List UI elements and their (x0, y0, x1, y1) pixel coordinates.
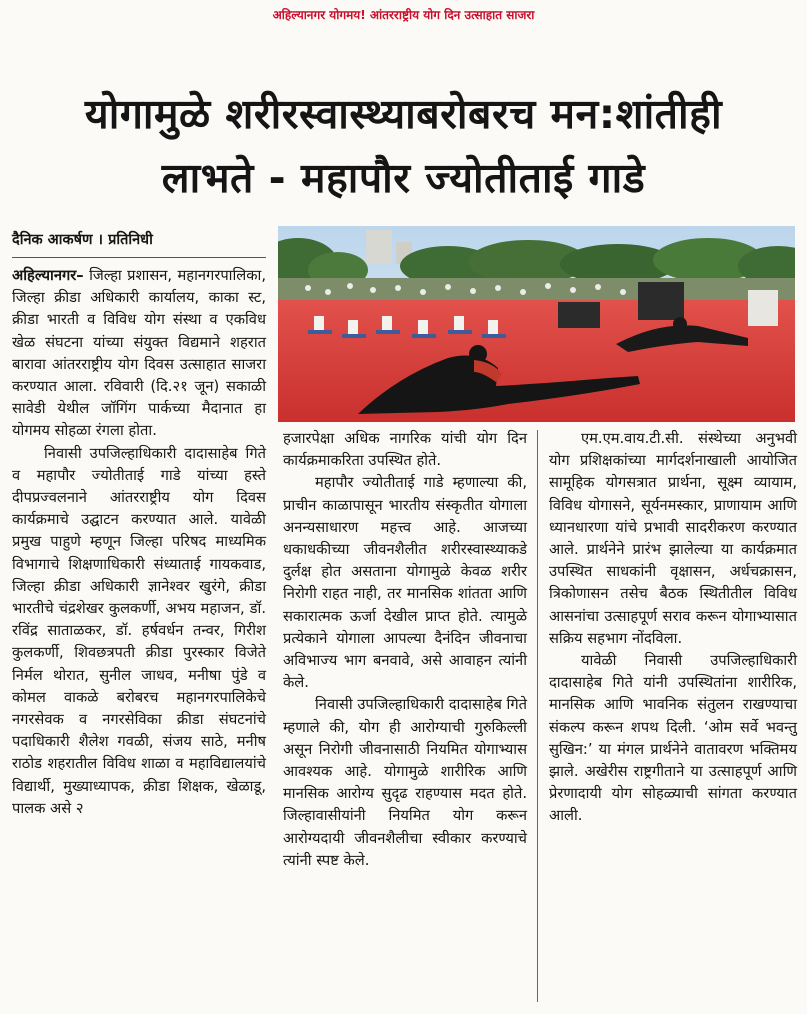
paragraph-6: एम.एम.वाय.टी.सी. संस्थेच्या अनुभवी योग प्रशिक्षकांच्या मार्गदर्शनाखाली आयोजित सामूहिक योगसत्रात प्रार्थना, सूक्ष्म व्यायाम, विविध योगासने, सूर्यनमस्कार, प्राणायाम आणि ध्यानधारणा यांचे प्रभावी सादरीकरण करण्यात आले. प्रार्थनेने प्रारंभ झालेल्या या कार्यक्रमात उपस्थित साधकांनी वृक्षासन, अर्धचक्रासन, त्रिकोणासन तसेच बैठक स्थितीतील विविध आसनांचा उत्साहपूर्ण सराव करून योगाभ्यासात सक्रिय सहभाग नोंदविला. (549, 430, 797, 647)
yoga-photo-illustration (278, 226, 795, 422)
kicker-headline: अहिल्यानगर योगमय! आंतरराष्ट्रीय योग दिन उत्साहात साजरा (272, 8, 535, 22)
byline-divider (12, 257, 266, 258)
column-right-text (549, 428, 797, 828)
paragraph-1 (12, 265, 266, 443)
headline-line-1: योगामुळे शरीरस्वास्थ्याबरोबरच मन:शांतीही (84, 90, 723, 138)
column-middle-text (283, 428, 527, 872)
yoga-event-photo (278, 226, 795, 422)
paragraph-2: निवासी उपजिल्हाधिकारी दादासाहेब गिते व महापौर ज्योतीताई गाडे यांच्या हस्ते दीपप्रज्वलनाने आंतरराष्ट्रीय योग दिवस कार्यक्रमाचे उद्घाटन करण्यात आले. यावेळी प्रमुख पाहुणे म्हणून जिल्हा परिषद माध्यमिक विभागाचे शिक्षणाधिकारी संध्याताई गायकवाड, जिल्हा क्रीडा अधिकारी ज्ञानेश्वर खुरंगे, क्रीडा भारतीचे चंद्रशेखर कुलकर्णी, अभय महाजन, डॉ. रविंद्र साताळकर, डॉ. हर्षवर्धन तन्वर, गिरीश कुलकर्णी, शिवछत्रपती क्रीडा पुरस्कार विजेते निर्मल थोरात, सुनील जाधव, मनीषा पुंडे व कोमल वाकळे बरोबरच महानगरपालिकेचे नगरसेवक व नगरसेविका क्रीडा संघटनांचे पदाधिकारी शैलेश गवळी, संजय साठे, मनीष राठोड शहरातील विविध शाळा व महाविद्यालयांचे विद्यार्थी, मुख्याध्यापक, क्रीडा शिक्षक, खेळाडू, पालक असे २ (12, 444, 266, 817)
column-middle (283, 428, 527, 872)
paragraph-5: निवासी उपजिल्हाधिकारी दादासाहेब गिते म्हणाले की, योग ही आरोग्याची गुरुकिल्ली असून निरोगी जीवनासाठी नियमित योगाभ्यास आवश्यक आहे. योगामुळे शारीरिक आणि मानसिक आरोग्य सुदृढ राहण्यास मदत होते. जिल्हावासीयांनी नियमित योग करून आरोग्यदायी जीवनशैलीचा स्वीकार करण्याचे त्यांनी स्पष्ट केले. (283, 696, 527, 869)
paragraph-7: यावेळी निवासी उपजिल्हाधिकारी दादासाहेब गिते यांनी उपस्थितांना शारीरिक, मानसिक आणि भावनिक संतुलन राखण्याचा संकल्प करून शपथ दिली. ‘ओम सर्वे भवन्तु सुखिन:’ या मंगल प्रार्थनेने वातावरण भक्तिमय झाले. अखेरीस राष्ट्रगीताने या उत्साहपूर्ण आणि प्रेरणादायी योग सोहळ्याची सांगता करण्यात आली. (549, 652, 797, 825)
headline-line-2: लाभते - महापौर ज्योतीताई गाडे (161, 154, 646, 202)
dateline: अहिल्यानगर– (12, 267, 84, 284)
paragraph-3: हजारपेक्षा अधिक नागरिक यांची योग दिन कार्यक्रमाकरिता उपस्थित होते. (283, 430, 527, 470)
column-divider (537, 430, 538, 1002)
column-left-text (12, 265, 266, 820)
column-left (12, 225, 266, 820)
byline: दैनिक आकर्षण । प्रतिनिधी (12, 232, 153, 248)
paragraph-1-text: जिल्हा प्रशासन, महानगरपालिका, जिल्हा क्रीडा अधिकारी कार्यालय, काका स्ट, क्रीडा भारती व विविध योग संस्था व एकविध खेळ संघटना यांच्या संयुक्त विद्यमाने शहरात बारावा आंतरराष्ट्रीय योग दिवस उत्साहात साजरा करण्यात आला. रविवारी (दि.२१ जून) सकाळी सावेडी येथील जॉगिंग पार्कच्या मैदानात हा योगमय सोहळा रंगला होता. (12, 267, 266, 440)
paragraph-4: महापौर ज्योतीताई गाडे म्हणाल्या की, प्राचीन काळापासून भारतीय संस्कृतीत योगाला अनन्यसाधारण महत्त्व आहे. आजच्या धकाधकीच्या जीवनशैलीत शरीरस्वास्थ्याकडे दुर्लक्ष होत असताना योगामुळे केवळ शरीर निरोगी राहत नाही, तर मानसिक शांतता आणि सकारात्मक ऊर्जा देखील प्राप्त होते. त्यामुळे प्रत्येकाने योगाला आपल्या दैनंदिन जीवनाचा अविभाज्य भाग बनवावे, असे आवाहन त्यांनी केले. (283, 474, 527, 692)
column-right (549, 428, 797, 828)
main-headline (0, 82, 807, 210)
